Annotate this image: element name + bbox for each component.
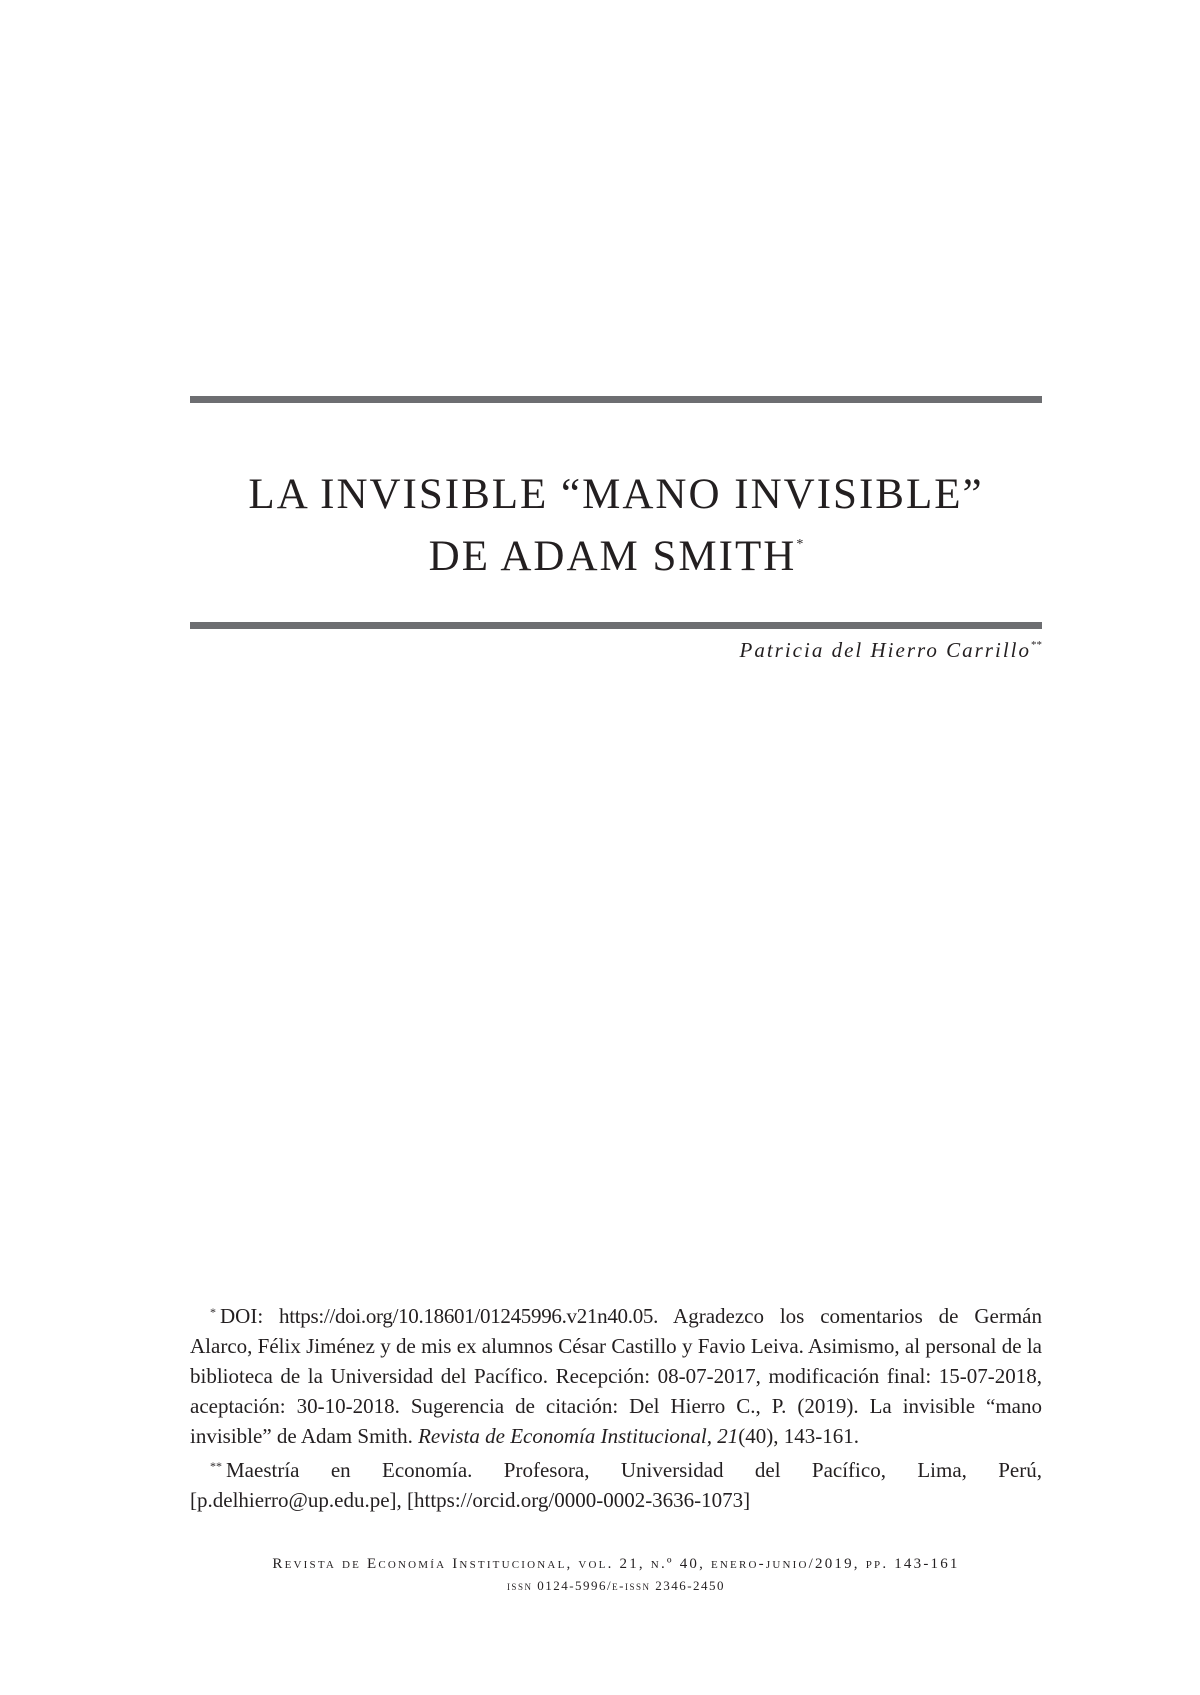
- title-footnote-mark[interactable]: *: [796, 537, 804, 552]
- author-footnote-mark[interactable]: **: [1031, 639, 1042, 651]
- footnotes-section: [190, 1297, 1042, 1515]
- footnote-1-doi-link[interactable]: https://doi.org/10.18601/01245996.v21n40.05: [279, 1304, 654, 1328]
- footnote-2-text: Maestría en Economía. Profesora, Universidad del Pacífico, Lima, Perú, [p.delhierro@up.edu.pe], [https://orcid.org/0000-0002-3636-1073]: [190, 1458, 1042, 1512]
- title-rule-top: [190, 396, 1042, 403]
- journal-citation-line: Revista de Economía Institucional, vol. 21, n.º 40, enero-junio/2019, pp. 143-161: [272, 1556, 960, 1572]
- journal-issn-line: issn 0124-5996/e-issn 2346-2450: [506, 1578, 726, 1593]
- author-byline: [740, 638, 1042, 663]
- footnote-1-text: . Agradezco los comentarios de Germán Alarco, Félix Jiménez y de mis ex alumnos César Castillo y Favio Leiva. Asimismo, al personal de la biblioteca de la Universidad del Pacífico. Recepción: 08-07-2017, modificación final: 15-07-2018, aceptación: 30-10-2018. Sugerencia de citación: Del Hierro C., P. (2019). La invisible “mano invisible” de Adam Smith.: [190, 1304, 1042, 1448]
- footnote-1-journal-title: Revista de Economía Institucional, 21: [418, 1424, 739, 1448]
- author-name: Patricia del Hierro Carrillo: [739, 638, 1031, 662]
- footnote-1-mark: *: [210, 1305, 216, 1319]
- article-title-line-1: LA INVISIBLE “MANO INVISIBLE”: [248, 471, 984, 518]
- title-rule-bottom: [190, 622, 1042, 629]
- footnote-1: [190, 1297, 1042, 1451]
- footnote-2: [190, 1451, 1042, 1515]
- article-title: [190, 470, 1042, 582]
- journal-footer: [190, 1553, 1042, 1597]
- article-title-line-2: DE ADAM SMITH: [428, 533, 797, 580]
- footnote-2-mark: **: [210, 1459, 222, 1473]
- footnote-1-doi-label: DOI:: [220, 1304, 264, 1328]
- footnote-1-citation-end: (40), 143-161.: [738, 1424, 860, 1448]
